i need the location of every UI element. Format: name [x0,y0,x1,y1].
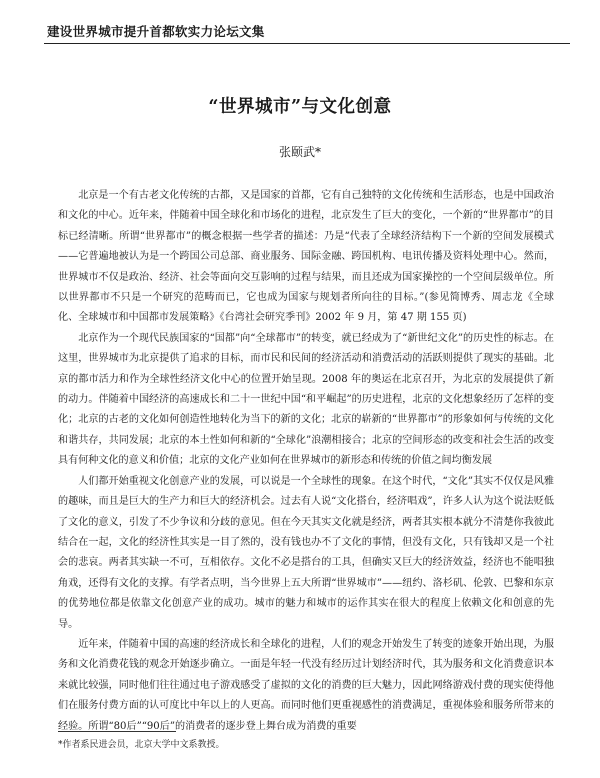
article-body [58,186,554,737]
footnote-rule [58,731,176,732]
article-title: “世界城市”与文化创意 [208,97,392,117]
article-author: 张颐武* [278,145,321,159]
paragraph: 北京是一个有古老文化传统的古都，又是国家的首都，它有自己独特的文化传统和生活形态，也是中国政治和文化的中心。近年来，伴随着中国全球化和市场化的进程，北京发生了巨大的变化，一个新的“世界都市”的目标已经清晰。所谓“世界都市”的概念根据一些学者的描述：乃是“代表了全球经济结构下一个新的空间发展模式——它普遍地被认为是一个跨国公司总部、商业服务、国际金融、跨国机构、电讯传播及资料处理中心。然而，世界城市不仅是政治、经济、社会等面向交互影响的过程与结果，而且还成为国家操控的一个空间层级单位。所以世界都市不只是一个研究的范畴而已，它也成为国家与规划者所向往的目标。”(参见简博秀、周志龙《全球化、全球城市和中国都市发展策略》《台湾社会研究季刊》2002 年 9 月，第 47 期 155 页) [58,190,554,324]
paragraph: 近年来，伴随着中国的高速的经济成长和全球化的进程，人们的观念开始发生了转变的迹象开始出现，为服务和文化消费花钱的观念开始逐步确立。一面是年轻一代没有经历过计划经济时代，其为服务和文化消费意识本来就比较强，同时他们往往通过电子游戏感受了虚拟的文化的消费的巨大魅力，因此网络游戏付费的现实使得他们在服务付费方面的认可度比中年以上的人更高。而同时他们更重视感性的消费满足，重视体验和服务所带来的经验。所谓“80后”“90后”的消费者的逐步登上舞台成为消费的重要 [58,638,554,732]
running-header: 建设世界城市提升首都软实力论坛文集 [47,24,265,39]
paragraph: 北京作为一个现代民族国家的“国都”向“全球都市”的转变，就已经成为了“新世纪文化”的历史性的标志。在这里，世界城市为北京提供了追求的目标，而市民和民间的经济活动和消费活动的活跃则提供了现实的基础。北京的都市活力和作为全球性经济文化中心的位置开始呈现。2008 年的奥运在北京召开，为北京的发展提供了新的动力。伴随着中国经济的高速成长和二十一世纪中国“和平崛起”的历史进程，北京的文化想象经历了怎样的变化；北京的古老的文化如何创造性地转化为当下的新的文化；北京的崭新的“世界都市”的形象如何与传统的文化和谐共存，共同发展；北京的本土性如何和新的“全球化”浪潮相接合；北京的空间形态的改变和社会生活的改变具有何种文化的意义和价值；北京的文化产业如何在世界城市的新形态和传统的价值之间均衡发展 [58,332,554,467]
paragraph: 人们都开始重视文化创意产业的发展，可以说是一个全球性的现象。在这个时代，“文化”其实不仅仅是风雅的趣味，而且是巨大的生产力和巨大的经济机会。过去有人说“文化搭台，经济唱戏”，许多人认为这个说法贬低了文化的意义，引发了不少争议和分歧的意见。但在今天其实文化就是经济，两者其实根本就分不清楚你我彼此结合在一起，文化的经济性其实是一目了然的，没有钱也办不了文化的事情，但没有文化，只有钱却又是一个社会的悲哀。两者其实缺一不可，互相依存。文化不必是搭台的工具，但确实又巨大的经济效益，经济也不能唱独角戏，还得有文化的支撑。有学者点明，当今世界上五大所谓“世界城市”——纽约、洛杉矶、伦敦、巴黎和东京的优势地位都是依靠文化创意产业的成功。城市的魅力和城市的运作其实在很大的程度上依赖文化和创意的先导。 [58,475,554,630]
author-footnote: *作者系民进会员，北京大学中文系教授。 [58,740,225,750]
header-rule [44,43,570,44]
